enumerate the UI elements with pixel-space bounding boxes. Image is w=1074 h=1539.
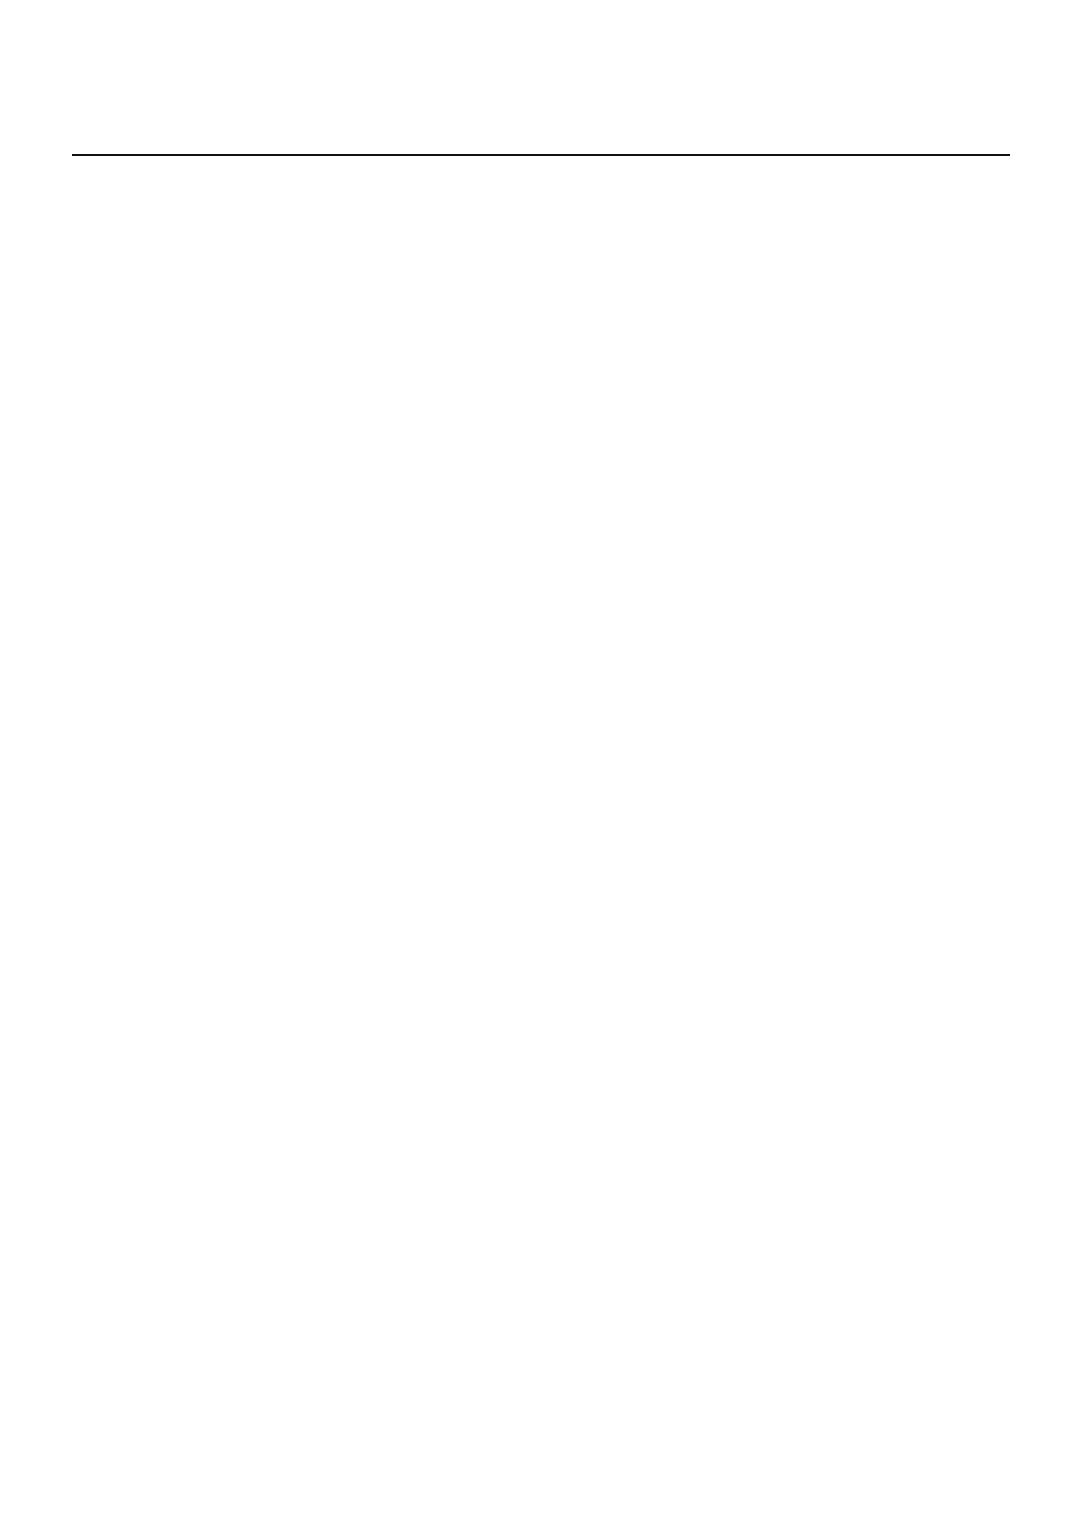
header-rule (72, 154, 1010, 156)
running-head (72, 96, 1010, 148)
